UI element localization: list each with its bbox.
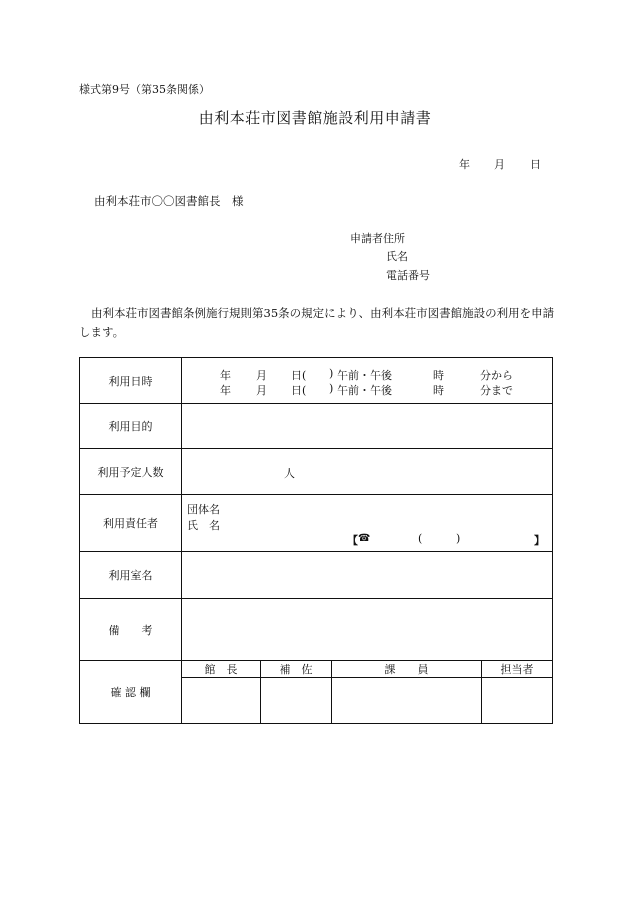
datetime-field[interactable] [182, 358, 553, 404]
person-name-label: 氏 名 [187, 519, 220, 532]
group-name-label: 団体名 [187, 503, 220, 516]
dt1-hour: 時 [433, 369, 444, 382]
row-purpose [80, 404, 553, 449]
remarks-label: 備 考 [80, 599, 182, 661]
dt2-ampm: 午前・午後 [337, 384, 392, 397]
dt2-day: 日( [291, 384, 307, 397]
dt2-close: ) [329, 382, 334, 395]
responsible-field[interactable] [182, 495, 553, 552]
row-room [80, 552, 553, 599]
applicant-phone-label: 電話番号 [386, 269, 430, 282]
addressee: 由利本荘市〇〇図書館長 様 [94, 194, 244, 208]
purpose-label: 利用目的 [80, 404, 182, 449]
date-month: 月 [494, 158, 505, 171]
applicant-address-label: 申請者住所 [350, 232, 405, 245]
confirm-col-director: 館 長 [182, 661, 261, 678]
stamp-director[interactable] [182, 678, 261, 724]
people-field[interactable] [182, 449, 553, 495]
stamp-staff[interactable] [332, 678, 482, 724]
bracket-open: 【 [347, 534, 358, 547]
confirm-col-charge: 担当者 [482, 661, 553, 678]
form-number: 様式第9号（第35条関係） [79, 83, 210, 96]
remarks-field[interactable] [182, 599, 553, 661]
row-remarks [80, 599, 553, 661]
row-datetime [80, 358, 553, 404]
applicant-name-label: 氏名 [386, 250, 408, 263]
dt2-month: 月 [256, 384, 267, 397]
room-label: 利用室名 [80, 552, 182, 599]
stamp-assistant[interactable] [261, 678, 332, 724]
dt1-year: 年 [220, 369, 231, 382]
dt1-min: 分から [480, 369, 513, 382]
dt1-close: ) [329, 367, 334, 380]
dt1-day: 日( [291, 369, 307, 382]
paren-open: ( [418, 532, 423, 545]
date-day: 日 [530, 158, 541, 171]
document-title: 由利本荘市図書館施設利用申請書 [198, 109, 432, 127]
responsible-label: 利用責任者 [80, 495, 182, 552]
row-people [80, 449, 553, 495]
confirm-label: 確 認 欄 [80, 661, 182, 724]
row-confirm-header [80, 661, 553, 678]
confirm-col-assistant: 補 佐 [261, 661, 332, 678]
datetime-label: 利用日時 [80, 358, 182, 404]
people-label: 利用予定人数 [80, 449, 182, 495]
dt2-min: 分まで [480, 384, 513, 397]
stamp-charge[interactable] [482, 678, 553, 724]
dt2-year: 年 [220, 384, 231, 397]
phone-icon: ☎ [358, 533, 371, 544]
purpose-field[interactable] [182, 404, 553, 449]
dt1-month: 月 [256, 369, 267, 382]
dt2-hour: 時 [433, 384, 444, 397]
application-statement: 由利本荘市図書館条例施行規則第35条の規定により、由利本荘市図書館施設の利用を申請します。 [79, 306, 555, 339]
application-form-table [79, 357, 553, 724]
row-responsible [80, 495, 553, 552]
room-field[interactable] [182, 552, 553, 599]
paren-close: ) [456, 532, 461, 545]
confirm-col-staff: 課 員 [332, 661, 482, 678]
date-year: 年 [459, 158, 470, 171]
bracket-close: 】 [534, 534, 545, 547]
people-unit: 人 [284, 467, 295, 480]
dt1-ampm: 午前・午後 [337, 369, 392, 382]
